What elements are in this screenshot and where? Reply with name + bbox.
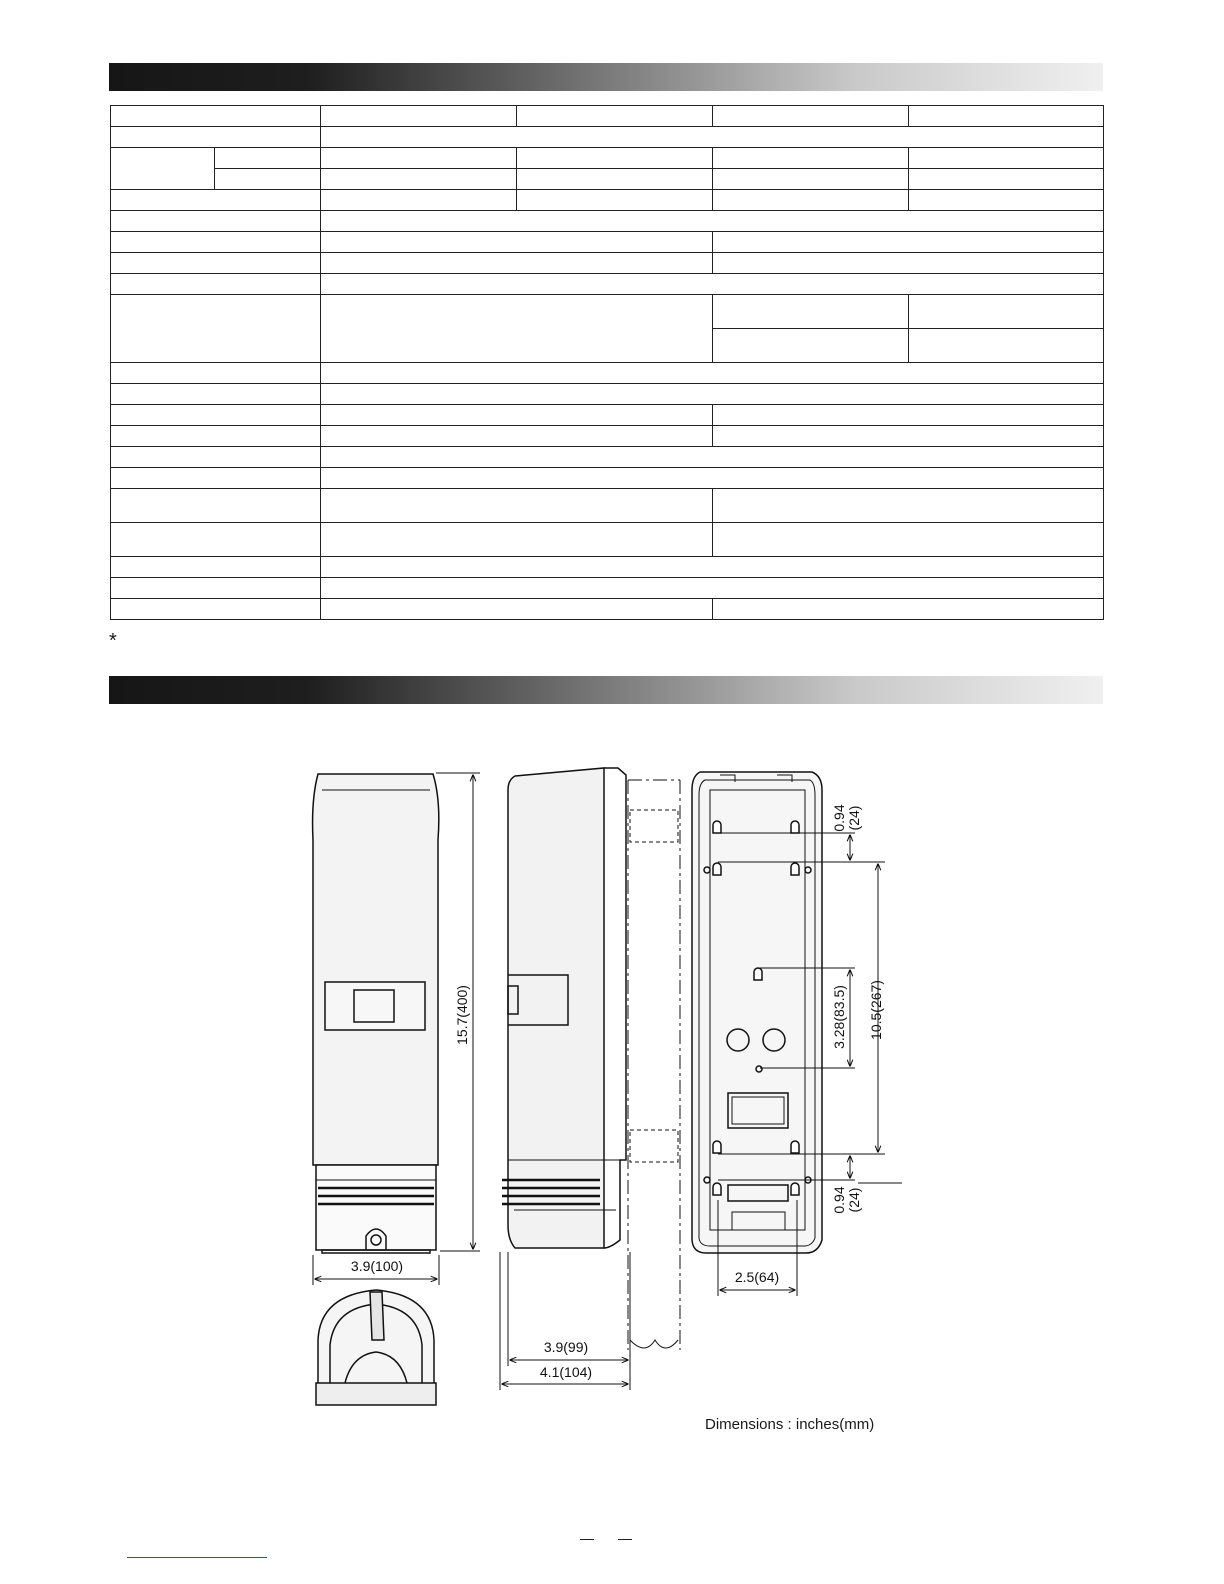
- top-pitch-label: 0.94(24): [831, 804, 862, 832]
- side-depth-label: 3.9(99): [543, 1339, 589, 1355]
- table-row: [111, 447, 1104, 468]
- footer-link-underline[interactable]: [127, 1557, 267, 1558]
- pole-outline: [628, 780, 680, 1350]
- table-row: [111, 106, 1104, 127]
- front-view: [313, 774, 439, 1253]
- table-row: [111, 148, 1104, 169]
- footnote-marker: *: [109, 630, 117, 652]
- back-view: [692, 772, 822, 1253]
- table-row: [111, 578, 1104, 599]
- specifications-header-bar: [109, 63, 1103, 91]
- front-width-label: 3.9(100): [350, 1258, 404, 1274]
- side-depth-with-pole-label: 4.1(104): [539, 1364, 593, 1380]
- base-width-label: 2.5(64): [734, 1269, 780, 1285]
- table-row: [111, 363, 1104, 384]
- table-row: [111, 523, 1104, 557]
- table-row: [111, 169, 1104, 190]
- table-row: [111, 295, 1104, 329]
- pole-bracket: [316, 1290, 436, 1405]
- front-height-label: 15.7(400): [454, 985, 470, 1045]
- table-row: [111, 405, 1104, 426]
- dimensions-header-bar: [109, 676, 1103, 704]
- table-row: [111, 211, 1104, 232]
- table-row: [111, 274, 1104, 295]
- page-number-dash-right: [618, 1539, 632, 1540]
- specifications-table: [110, 105, 1104, 620]
- units-caption: Dimensions : inches(mm): [705, 1416, 875, 1433]
- table-row: [111, 489, 1104, 523]
- table-row: [111, 232, 1104, 253]
- dimension-drawing: [0, 740, 1224, 1460]
- table-row: [111, 384, 1104, 405]
- center-hole-label: 3.28(83.5): [831, 985, 847, 1049]
- table-row: [111, 557, 1104, 578]
- table-row: [111, 190, 1104, 211]
- table-row: [111, 599, 1104, 620]
- table-row: [111, 253, 1104, 274]
- hole-span-label: 10.5(267): [868, 980, 884, 1040]
- bottom-pitch-label: 0.94(24): [831, 1186, 862, 1214]
- table-row: [111, 127, 1104, 148]
- table-row: [111, 426, 1104, 447]
- table-row: [111, 468, 1104, 489]
- page-number-dash-left: [580, 1539, 594, 1540]
- side-view: [502, 768, 626, 1248]
